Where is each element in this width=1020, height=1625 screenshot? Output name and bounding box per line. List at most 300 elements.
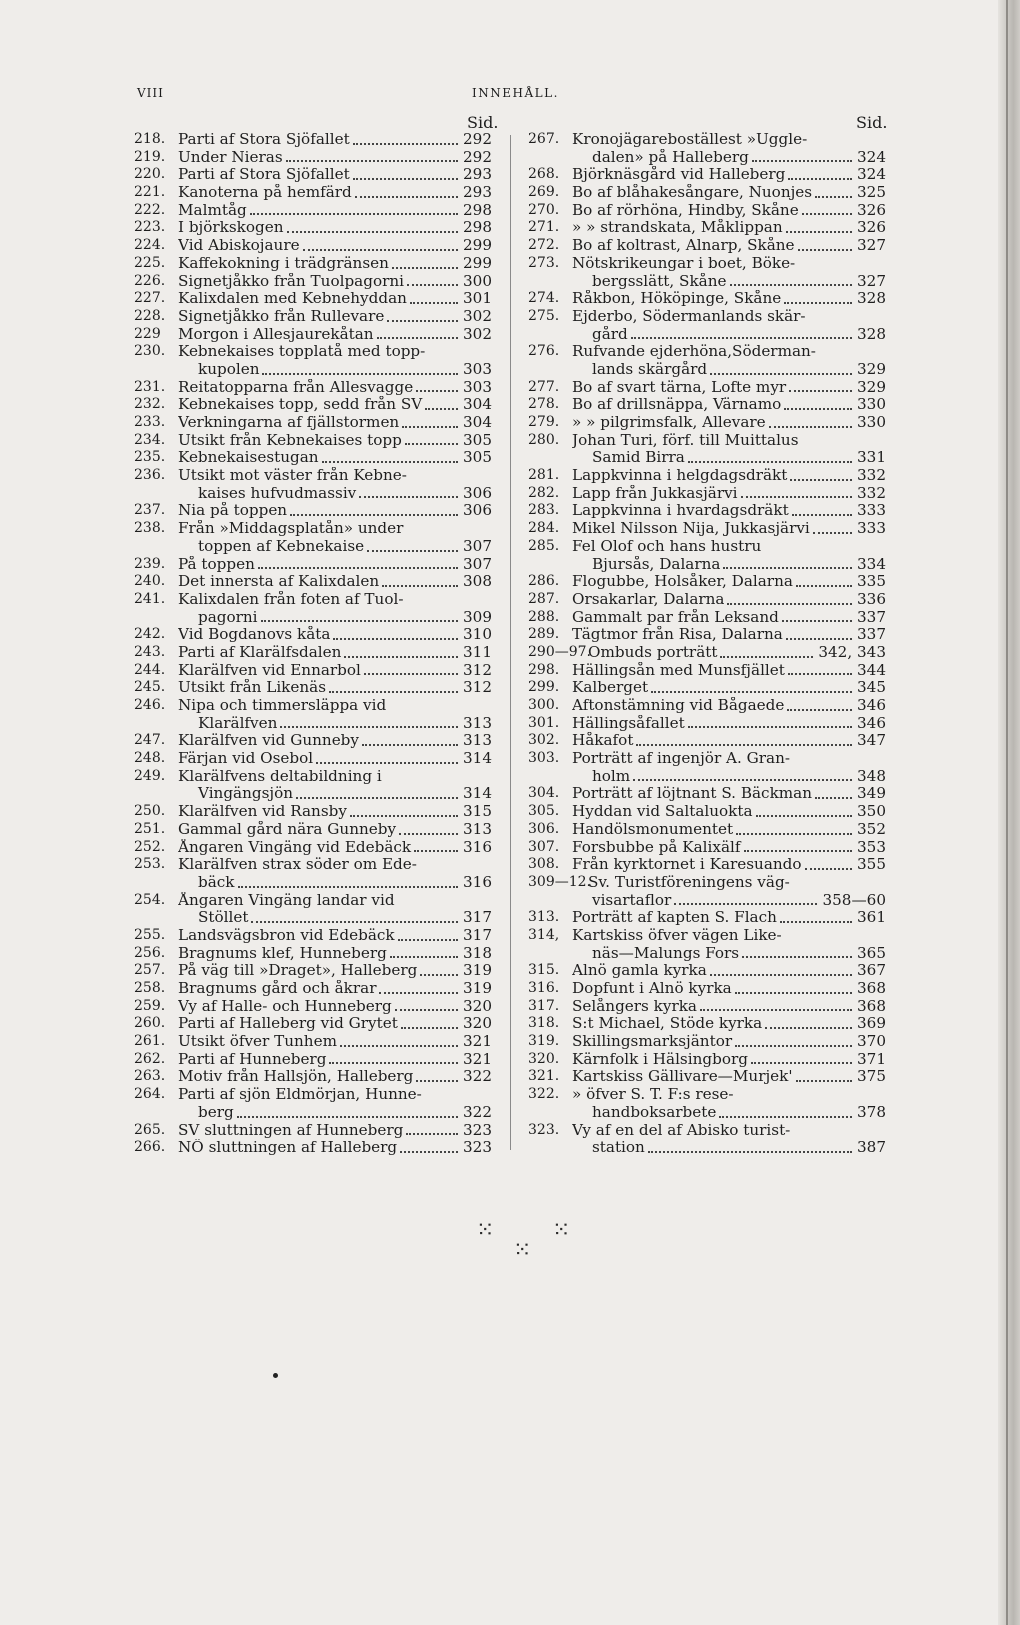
entry-title-wrap [178, 962, 461, 980]
entry-title: gård [592, 325, 628, 343]
entry-title: Klarälfven vid Ennarbol [178, 661, 361, 679]
entry-title: Kalixdalen med Kebnehyddan [178, 290, 407, 308]
entry-title: Porträtt af kapten S. Flach [572, 909, 777, 927]
entry-title-wrap [178, 131, 461, 149]
entry-page: 353 [857, 837, 886, 856]
entry-title: Landsvägsbron vid Edebäck [178, 926, 395, 944]
entry-title-wrap [572, 184, 855, 202]
entry-page: 309 [463, 607, 492, 626]
toc-entry [528, 874, 886, 892]
entry-title-wrap [178, 1015, 461, 1033]
right-sid-heading: Sid. [856, 113, 888, 132]
entry-title-wrap [572, 308, 884, 326]
entry-page: 308 [463, 572, 492, 591]
entry-number: 286. [528, 573, 560, 590]
entry-page: 322 [463, 1067, 492, 1086]
entry-title: » » strandskata, Måklippan [572, 219, 783, 237]
entry-number: 279. [528, 414, 560, 430]
entry-title-wrap [588, 874, 884, 892]
entry-title-wrap [572, 538, 884, 556]
entry-title: Flogubbe, Holsåker, Dalarna [572, 573, 793, 591]
toc-entry [134, 556, 492, 574]
entry-number: 253. [134, 856, 166, 873]
entry-title-wrap [178, 396, 461, 414]
entry-title: Verkningarna af fjällstormen [178, 414, 400, 431]
entry-title: Kebnekaises topp, sedd från SV [178, 396, 423, 414]
entry-title: visartaflor [592, 891, 672, 909]
toc-entry [528, 273, 886, 291]
entry-number [528, 149, 572, 167]
entry-title: Från »Middagsplatån» under [178, 520, 404, 538]
entry-number [134, 874, 178, 892]
entry-number: 230. [134, 343, 166, 360]
entry-page [490, 467, 492, 485]
page-number: VIII [137, 86, 164, 100]
entry-title: SV sluttningen af Hunneberg [178, 1121, 404, 1139]
entry-title-wrap [572, 1033, 855, 1051]
toc-entry [528, 219, 886, 237]
toc-entry [134, 237, 492, 255]
toc-entry [134, 1122, 492, 1140]
entry-title: Klarälfven vid Gunneby [178, 732, 359, 750]
entry-number [528, 449, 572, 467]
entry-title-wrap [178, 821, 461, 839]
entry-number: 285. [528, 537, 560, 554]
entry-number: 307. [528, 838, 560, 855]
entry-title: Kronojägareboställest »Uggle- [572, 131, 808, 148]
entry-page: 337 [857, 625, 886, 644]
entry-title-wrap [572, 909, 855, 927]
toc-entry [528, 839, 886, 857]
toc-entry [134, 396, 492, 414]
entry-title: Ejderbo, Södermanlands skär- [572, 307, 806, 325]
entry-page: 355 [857, 855, 886, 874]
entry-title-wrap [572, 927, 884, 945]
toc-entry [528, 149, 886, 167]
entry-title: Lapp från Jukkasjärvi [572, 484, 738, 502]
toc-entry [134, 149, 492, 167]
entry-title: Parti af sjön Eldmörjan, Hunne- [178, 1086, 422, 1104]
entry-title-wrap [572, 573, 855, 591]
entry-number [528, 768, 572, 786]
entry-title: Bo af drillsnäppa, Värnamo [572, 396, 782, 414]
entry-title: Gammalt par från Leksand [572, 608, 779, 626]
entry-title-wrap [178, 202, 461, 220]
entry-title: Johan Turi, förf. till Muittalus [572, 431, 799, 449]
entry-page [884, 255, 886, 273]
entry-number [528, 1104, 572, 1122]
entry-title-wrap [572, 1104, 855, 1122]
entry-number [134, 909, 178, 927]
entry-title: Lappkvinna i helgdagsdräkt [572, 467, 788, 485]
toc-entry [528, 184, 886, 202]
entry-page: 306 [463, 501, 492, 520]
entry-page: 303 [463, 359, 492, 378]
entry-page: 348 [857, 766, 886, 785]
entry-title-wrap [178, 1033, 461, 1051]
entry-number: 282. [528, 484, 560, 501]
entry-page: 336 [857, 589, 886, 608]
entry-number: 322. [528, 1086, 560, 1103]
entry-number: 239. [134, 555, 166, 572]
entry-page: 312 [463, 660, 492, 679]
toc-entry [134, 839, 492, 857]
toc-entry [528, 449, 886, 467]
entry-number: 218. [134, 131, 166, 147]
entry-title-wrap [572, 361, 855, 379]
entry-title-wrap [572, 502, 855, 520]
entry-title: Klarälfvens deltabildning i [178, 767, 382, 785]
entry-number: 256. [134, 944, 166, 961]
toc-entry [134, 414, 492, 432]
toc-entry [528, 573, 886, 591]
left-sid-heading: Sid. [467, 113, 499, 132]
entry-page: 314 [463, 749, 492, 768]
entry-title-wrap [178, 485, 461, 503]
entry-title-wrap [178, 361, 461, 379]
entry-title-wrap [178, 166, 461, 184]
entry-title-wrap [178, 785, 461, 803]
entry-page: 346 [857, 713, 886, 732]
entry-page: 365 [857, 943, 886, 962]
entry-title: lands skärgård [592, 360, 708, 378]
entry-title: NÖ sluttningen af Halleberg [178, 1139, 398, 1157]
entry-number: 317. [528, 997, 560, 1014]
stray-dot [273, 1373, 278, 1378]
entry-number: 281. [528, 467, 560, 484]
entry-title: Nia på toppen [178, 502, 288, 520]
entry-title-wrap [572, 343, 884, 361]
entry-number [528, 892, 572, 910]
entry-page [884, 874, 886, 892]
toc-entry [134, 1015, 492, 1033]
toc-entry [134, 945, 492, 963]
entry-number: 287. [528, 590, 560, 607]
entry-number: 250. [134, 803, 166, 820]
entry-page [884, 343, 886, 361]
entry-number: 271. [528, 219, 560, 236]
entry-title-wrap [178, 874, 461, 892]
entry-title: Porträtt af löjtnant S. Bäckman [572, 785, 813, 803]
entry-title: Utsikt mot väster från Kebne- [178, 467, 407, 485]
entry-title-wrap [572, 945, 855, 963]
entry-title: Signetjåkko från Tuolpagorni [178, 272, 404, 290]
entry-number: 249. [134, 767, 166, 784]
entry-number [528, 556, 572, 574]
entry-title-wrap [572, 556, 855, 574]
entry-title: Morgon i Allesjaurekåtan [178, 325, 374, 343]
entry-page: 316 [463, 872, 492, 891]
toc-entry [134, 467, 492, 485]
entry-title-wrap [178, 573, 461, 591]
right-column [528, 131, 886, 1157]
entry-number: 244. [134, 661, 166, 678]
entry-title-wrap [178, 626, 461, 644]
entry-page: 332 [857, 466, 886, 485]
entry-title-wrap [178, 414, 461, 432]
entry-title-wrap [178, 927, 461, 945]
entry-title: Vy af Halle- och Hunneberg [178, 997, 392, 1015]
entry-page [884, 1086, 886, 1104]
entry-page: 337 [857, 607, 886, 626]
ornament-mark: ⁙ [552, 1218, 571, 1243]
entry-number: 321. [528, 1068, 560, 1085]
toc-entry [134, 927, 492, 945]
entry-page: 324 [857, 147, 886, 166]
toc-entry [134, 1051, 492, 1069]
entry-page: 326 [857, 200, 886, 219]
column-divider [510, 135, 511, 1150]
entry-number: 241. [134, 590, 166, 607]
toc-entry [528, 379, 886, 397]
entry-title-wrap [178, 1122, 461, 1140]
entry-title-wrap [178, 308, 461, 326]
toc-entry [134, 609, 492, 627]
entry-page: 305 [463, 430, 492, 449]
entry-page: 319 [463, 961, 492, 980]
entry-page: 302 [463, 306, 492, 325]
entry-title-wrap [178, 326, 461, 344]
toc-entry [134, 1139, 492, 1157]
toc-entry [134, 591, 492, 609]
entry-title-wrap [178, 998, 461, 1016]
entry-title: Råkbon, Hököpinge, Skåne [572, 290, 782, 308]
toc-entry [134, 538, 492, 556]
toc-entry [134, 432, 492, 450]
entry-title-wrap [572, 998, 855, 1016]
entry-page [490, 520, 492, 538]
entry-title-wrap [572, 202, 855, 220]
entry-number [134, 609, 178, 627]
toc-entry [134, 856, 492, 874]
toc-entry [134, 679, 492, 697]
entry-title: Nötskrikeungar i boet, Böke- [572, 254, 796, 272]
entry-page: 368 [857, 979, 886, 997]
entry-number: 284. [528, 520, 560, 537]
toc-entry [134, 573, 492, 591]
entry-page [490, 1086, 492, 1104]
entry-number: 299. [528, 679, 560, 696]
entry-number [134, 1104, 178, 1122]
entry-title: Vid Abiskojaure [178, 237, 300, 255]
entry-page [490, 892, 492, 910]
toc-entry [134, 909, 492, 927]
toc-entry [134, 785, 492, 803]
entry-number: 243. [134, 643, 166, 660]
entry-page: 367 [857, 961, 886, 980]
entry-title: Nipa och timmersläppa vid [178, 697, 387, 714]
entry-title: På toppen [178, 555, 255, 573]
entry-number: 257. [134, 962, 166, 979]
entry-title-wrap [572, 662, 855, 680]
entry-title-wrap [572, 396, 855, 414]
entry-page [884, 432, 886, 450]
entry-page [884, 538, 886, 556]
entry-number: 245. [134, 679, 166, 696]
toc-entry [134, 379, 492, 397]
entry-title: holm [592, 767, 631, 785]
entry-title: På väg till »Draget», Halleberg [178, 962, 418, 980]
entry-title-wrap [572, 1068, 855, 1086]
entry-number: 320. [528, 1050, 560, 1067]
entry-title: Stöllet [198, 909, 249, 927]
entry-number: 274. [528, 290, 560, 307]
entry-title-wrap [178, 379, 461, 397]
entry-title: Utsikt öfver Tunhem [178, 1033, 337, 1051]
toc-entry [528, 768, 886, 786]
entry-number [528, 361, 572, 379]
toc-entry [134, 343, 492, 361]
entry-title-wrap [572, 219, 855, 237]
entry-title: Vy af en del af Abisko turist- [572, 1121, 791, 1139]
toc-entry [528, 467, 886, 485]
toc-entry [134, 715, 492, 733]
entry-title-wrap [178, 591, 490, 609]
entry-title-wrap [572, 237, 855, 255]
entry-number: 260. [134, 1015, 166, 1032]
entry-page: 301 [463, 289, 492, 308]
entry-number: 318. [528, 1015, 560, 1032]
entry-number: 276. [528, 343, 560, 360]
entry-number: 288. [528, 608, 560, 625]
entry-title: Dopfunt i Alnö kyrka [572, 980, 732, 997]
entry-title: Selångers kyrka [572, 997, 697, 1015]
entry-number: 233. [134, 414, 166, 430]
entry-page: 387 [857, 1138, 886, 1157]
toc-entry [528, 998, 886, 1016]
entry-title: Klarälfven vid Ransby [178, 803, 347, 821]
toc-entry [134, 821, 492, 839]
entry-number: 263. [134, 1068, 166, 1085]
toc-entry [134, 962, 492, 980]
entry-page: 333 [857, 519, 886, 538]
entry-number: 228. [134, 307, 166, 324]
entry-title: Vid Bogdanovs kåta [178, 626, 331, 644]
entry-title: kupolen [198, 360, 260, 378]
toc-entry [528, 343, 886, 361]
entry-title-wrap [588, 644, 816, 662]
entry-title: Bo af svart tärna, Lofte myr [572, 378, 787, 396]
entry-title-wrap [572, 1015, 855, 1033]
entry-title: handboksarbete [592, 1103, 717, 1121]
entry-title: » » pilgrimsfalk, Allevare [572, 414, 766, 431]
entry-page: 371 [857, 1049, 886, 1068]
entry-title-wrap [572, 715, 855, 733]
entry-page: 320 [463, 996, 492, 1015]
entry-title: station [592, 1139, 645, 1157]
toc-entry [134, 1068, 492, 1086]
entry-title: Utsikt från Likenäs [178, 679, 326, 697]
entry-number: 273. [528, 254, 560, 271]
entry-title: Parti af Hunneberg [178, 1050, 327, 1068]
entry-number: 252. [134, 838, 166, 855]
toc-entry [134, 803, 492, 821]
entry-title-wrap [572, 609, 855, 627]
entry-title-wrap [178, 520, 490, 538]
entry-number: 280. [528, 431, 560, 448]
entry-title-wrap [572, 520, 855, 538]
entry-page: 335 [857, 572, 886, 591]
toc-entry [528, 750, 886, 768]
entry-number: 270. [528, 201, 560, 218]
entry-number: 251. [134, 820, 166, 837]
toc-entry [528, 396, 886, 414]
entry-number: 255. [134, 926, 166, 943]
entry-title: bäck [198, 873, 235, 891]
entry-page [490, 768, 492, 786]
entry-number [528, 945, 572, 963]
entry-page: 325 [857, 183, 886, 202]
entry-number: 237. [134, 502, 166, 519]
entry-number: 238. [134, 520, 166, 537]
toc-entry [134, 750, 492, 768]
entry-title-wrap [178, 839, 461, 857]
entry-number: 275. [528, 307, 560, 324]
toc-entry [134, 662, 492, 680]
entry-page: 314 [463, 784, 492, 803]
entry-title-wrap [178, 750, 461, 768]
left-column [134, 131, 492, 1157]
entry-number: 223. [134, 219, 166, 236]
entry-number: 225. [134, 254, 166, 271]
entry-number: 272. [528, 237, 560, 254]
running-head: INNEHÅLL. [472, 86, 559, 100]
entry-number: 278. [528, 396, 560, 413]
entry-page: 328 [857, 289, 886, 308]
entry-title: I björkskogen [178, 219, 284, 237]
entry-number: 235. [134, 449, 166, 466]
entry-number: 248. [134, 750, 166, 767]
entry-number: 264. [134, 1086, 166, 1103]
toc-entry [528, 538, 886, 556]
entry-title: näs—Malungs Fors [592, 944, 740, 962]
toc-entry [134, 892, 492, 910]
toc-entry [528, 202, 886, 220]
toc-entry [528, 131, 886, 149]
entry-number: 254. [134, 891, 166, 908]
page-edge-shadow [998, 0, 1020, 1625]
entry-title: Under Nieras [178, 148, 283, 166]
entry-title: kaises hufvudmassiv [198, 484, 357, 502]
entry-title: Parti af Klarälfsdalen [178, 643, 342, 661]
entry-page: 345 [857, 678, 886, 697]
entry-title-wrap [572, 255, 884, 273]
entry-title-wrap [572, 679, 855, 697]
entry-page [884, 131, 886, 149]
toc-entry [528, 856, 886, 874]
entry-page: 322 [463, 1102, 492, 1121]
entry-page: 324 [857, 165, 886, 184]
entry-title-wrap [572, 839, 855, 857]
entry-number: 289. [528, 626, 560, 643]
entry-title-wrap [178, 556, 461, 574]
toc-entry [134, 166, 492, 184]
entry-title: Hällingsåfallet [572, 714, 685, 732]
entry-number [134, 785, 178, 803]
entry-page: 292 [463, 130, 492, 148]
toc-entry [134, 1104, 492, 1122]
entry-number: 266. [134, 1139, 166, 1156]
toc-entry [528, 520, 886, 538]
entry-title: Parti af Stora Sjöfallet [178, 131, 350, 148]
entry-title-wrap [572, 326, 855, 344]
entry-title: Alnö gamla kyrka [572, 962, 707, 980]
entry-page: 305 [463, 448, 492, 467]
entry-title-wrap [178, 662, 461, 680]
entry-title-wrap [178, 803, 461, 821]
toc-entry [528, 803, 886, 821]
entry-title: Orsakarlar, Dalarna [572, 590, 725, 608]
